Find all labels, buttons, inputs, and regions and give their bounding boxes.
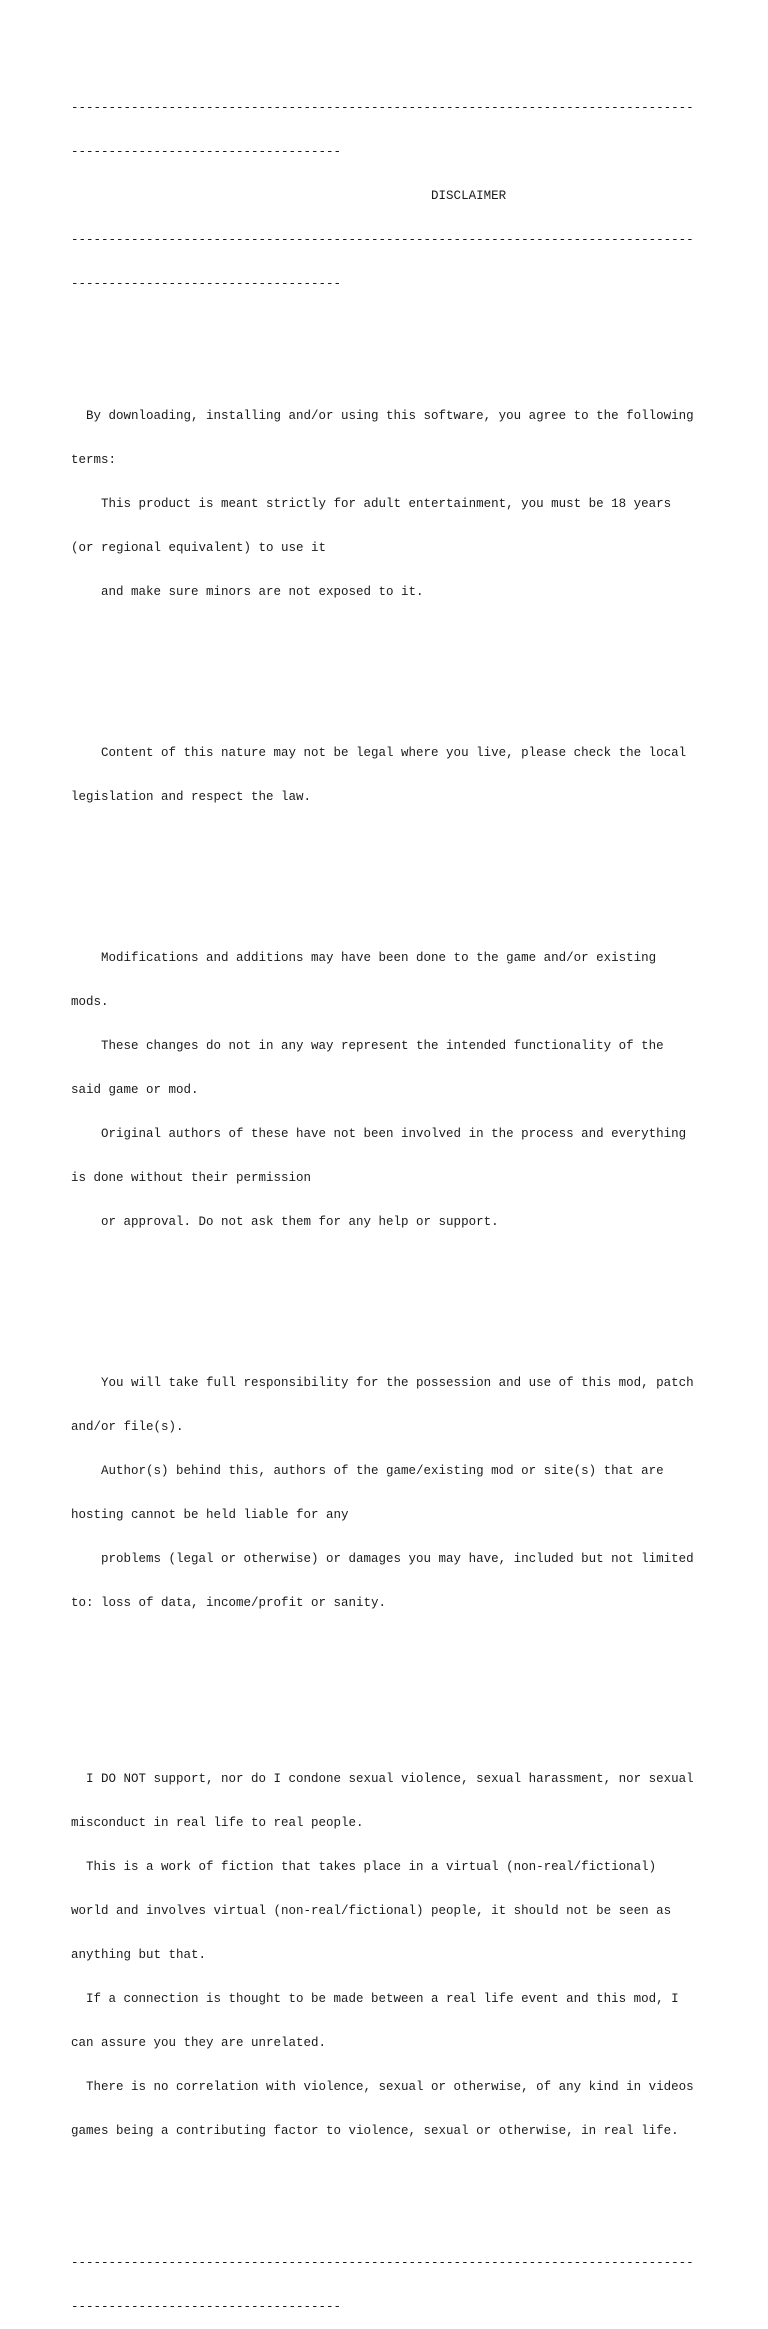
- text-line: mods.: [71, 995, 109, 1010]
- text-line: You will take full responsibility for the possession and use of this mod, patch: [71, 1376, 694, 1391]
- text-line: or approval. Do not ask them for any help or support.: [71, 1215, 499, 1230]
- divider-top-line-2: -----------------------------------------------------------------------------------: [71, 233, 694, 248]
- text-line: These changes do not in any way represent the intended functionality of the: [71, 1039, 664, 1054]
- text-line: Modifications and additions may have been done to the game and/or existing: [71, 951, 657, 966]
- text-line: If a connection is thought to be made between a real life event and this mod, I: [71, 1991, 679, 2006]
- text-line: can assure you they are unrelated.: [71, 2035, 327, 2050]
- divider-top-line-1-wrap: ------------------------------------: [71, 145, 342, 160]
- text-line: There is no correlation with violence, sexual or otherwise, of any kind in videos: [71, 2079, 694, 2094]
- text-line: anything but that.: [71, 1947, 207, 1962]
- spacer: [71, 1288, 701, 1303]
- spacer: [71, 1669, 701, 1698]
- text-line: problems (legal or otherwise) or damages you may have, included but not limited: [71, 1552, 694, 1567]
- text-line: to: loss of data, income/profit or sanity.: [71, 1596, 387, 1611]
- paragraph-modifications: [71, 922, 701, 1259]
- divider-bottom-line: -----------------------------------------------------------------------------------: [71, 2255, 694, 2270]
- divider-bottom-line-wrap: ------------------------------------: [71, 2299, 342, 2314]
- spacer: [71, 863, 701, 878]
- text-line: This is a work of fiction that takes place in a virtual (non-real/fictional): [71, 1859, 657, 1874]
- text-line: Original authors of these have not been involved in the process and everything: [71, 1127, 687, 1142]
- spacer: [71, 658, 701, 673]
- divider-top-line-1: -----------------------------------------------------------------------------------: [71, 101, 694, 116]
- divider-top-line-2-wrap: ------------------------------------: [71, 277, 342, 292]
- text-line: Content of this nature may not be legal where you live, please check the local: [71, 746, 687, 761]
- text-line: world and involves virtual (non-real/fictional) people, it should not be seen as: [71, 1903, 672, 1918]
- text-line: said game or mod.: [71, 1083, 199, 1098]
- text-line: I DO NOT support, nor do I condone sexual violence, sexual harassment, nor sexual: [71, 1772, 694, 1787]
- text-line: legislation and respect the law.: [71, 790, 312, 805]
- text-line: is done without their permission: [71, 1171, 312, 1186]
- document-title: DISCLAIMER: [71, 189, 507, 204]
- text-line: terms:: [71, 453, 117, 468]
- text-line: games being a contributing factor to violence, sexual or otherwise, in real life.: [71, 2123, 679, 2138]
- text-line: Author(s) behind this, authors of the game/existing mod or site(s) that are: [71, 1464, 664, 1479]
- text-line: and/or file(s).: [71, 1420, 184, 1435]
- disclaimer-document: [71, 72, 701, 2329]
- paragraph-responsibility: [71, 1347, 701, 1640]
- spacer: [71, 2197, 701, 2212]
- text-line: hosting cannot be held liable for any: [71, 1508, 349, 1523]
- text-line: and make sure minors are not exposed to it.: [71, 584, 424, 599]
- paragraph-legality: [71, 717, 701, 834]
- text-line: (or regional equivalent) to use it: [71, 540, 327, 555]
- text-line: This product is meant strictly for adult entertainment, you must be 18 years: [71, 497, 672, 512]
- paragraph-terms: [71, 380, 701, 629]
- paragraph-fiction-statement: [71, 1743, 701, 2168]
- text-line: misconduct in real life to real people.: [71, 1816, 364, 1831]
- text-line: By downloading, installing and/or using this software, you agree to the following: [71, 409, 694, 424]
- spacer: [71, 321, 701, 336]
